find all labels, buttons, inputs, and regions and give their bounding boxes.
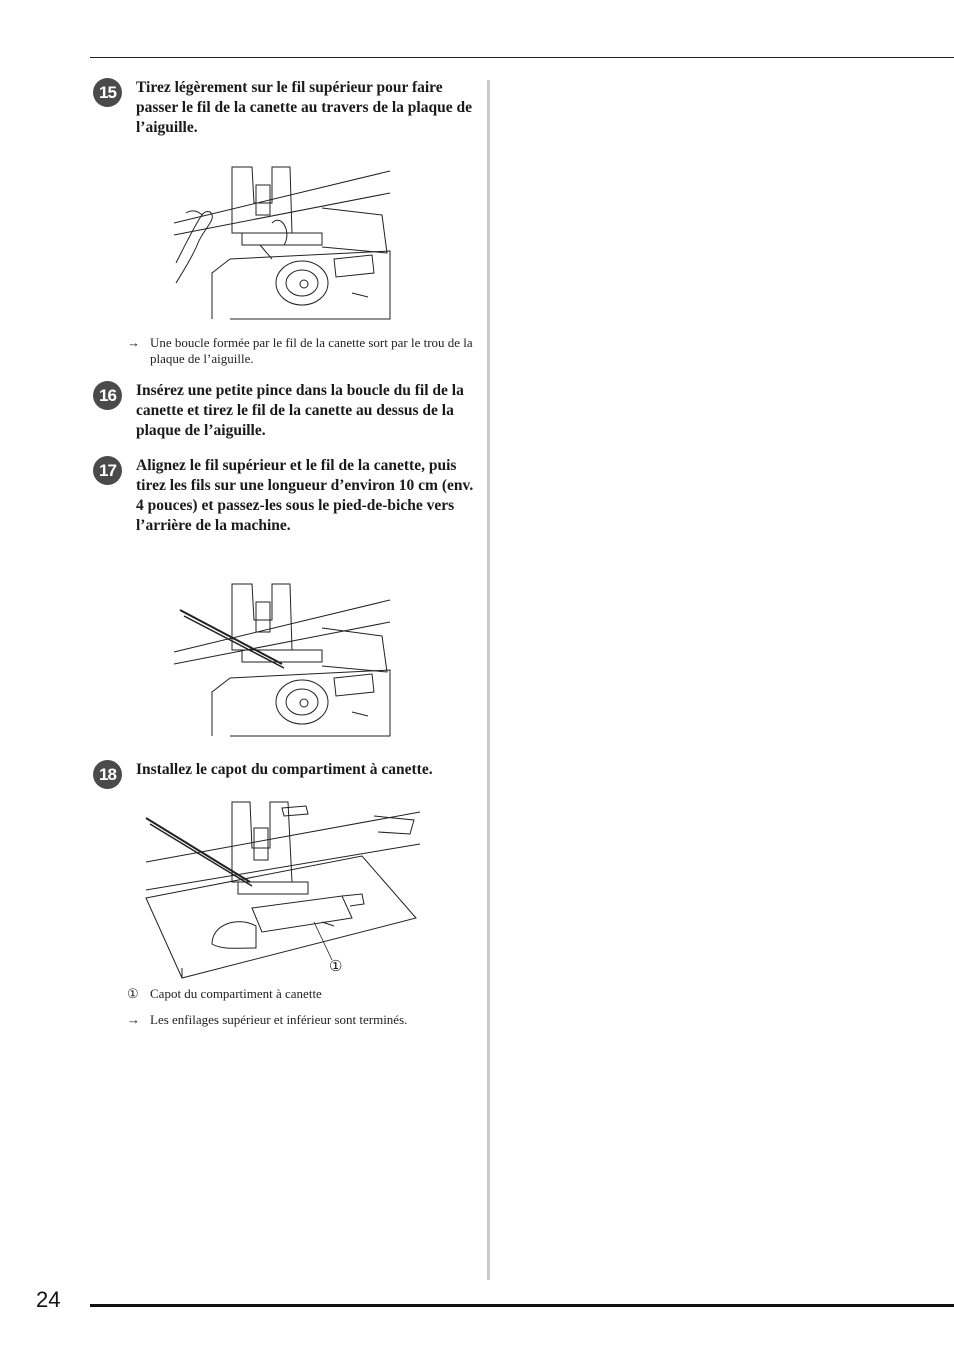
figure-pull-upper-thread [172, 163, 392, 321]
note-text: Une boucle formée par le fil de la canette sort par le trou de la plaque de l’aiguille. [150, 335, 473, 366]
callout-number-1: ① [127, 986, 139, 1001]
step-number-badge: 18 [93, 760, 122, 789]
step-number-badge: 16 [93, 381, 122, 410]
step-instruction [136, 456, 476, 536]
top-rule [90, 57, 954, 58]
note-text: Capot du compartiment à canette [150, 986, 322, 1001]
arrow-icon: → [127, 335, 140, 350]
bottom-rule [90, 1304, 954, 1307]
note-text: Les enfilages supérieur et inférieur sont terminés. [150, 1012, 408, 1027]
step-instruction: Tirez légèrement sur le fil supérieur pour faire passer le fil de la canette au travers de la plaque de l’aiguille. [136, 79, 472, 136]
figure-install-bobbin-cover [142, 798, 422, 980]
step-number-badge: 17 [93, 456, 122, 485]
figure-threads-under-presser-foot [172, 580, 392, 738]
step-instruction-line: 4 pouces) et passez-les sous le pied-de-biche vers l’arrière de la machine. [136, 497, 455, 534]
figure-callout-number: ① [329, 959, 343, 975]
step-instruction: Installez le capot du compartiment à canette. [136, 761, 433, 778]
arrow-icon: → [127, 1012, 140, 1027]
step-instruction: Insérez une petite pince dans la boucle du fil de la canette et tirez le fil de la canette au dessus de la plaque de l’aiguille. [136, 382, 464, 439]
page-number: 24 [36, 1287, 61, 1312]
column-divider [487, 80, 490, 1280]
step-number-badge: 15 [93, 78, 122, 107]
step-instruction-line: Alignez le fil supérieur et le fil de la canette, puis tirez les fils sur une longueur d’environ 10 cm (env. [136, 457, 474, 494]
